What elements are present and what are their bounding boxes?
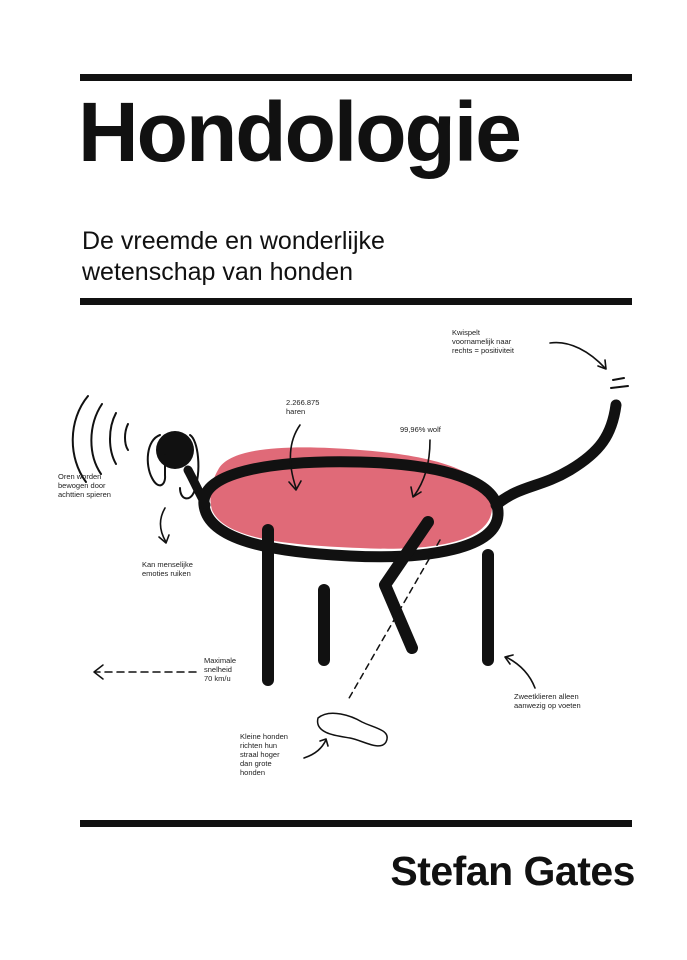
note-wolf: 99,96% wolf: [400, 425, 441, 434]
tail-motion-icon: [611, 378, 628, 388]
dog-head: [156, 431, 194, 469]
subtitle-line-2: wetenschap van honden: [82, 258, 354, 286]
note-hairs: 2.266.875 haren: [286, 398, 320, 416]
subtitle-line-1: De vreemde en wonderlijke: [82, 227, 385, 255]
tail-arrow: [550, 343, 605, 368]
pee-puddle: [318, 713, 388, 746]
dog-tail: [496, 405, 616, 505]
note-pee: Kleine honden richten hun straal hoger dan grote honden: [240, 732, 288, 777]
note-ears: Oren worden bewogen door achttien spieren: [58, 472, 111, 499]
note-tail: Kwispelt voornamelijk naar rechts = positiviteit: [452, 328, 514, 355]
sound-wave-icon: [73, 396, 128, 482]
note-nose: Kan menselijke emoties ruiken: [142, 560, 193, 578]
dog-illustration: [0, 300, 687, 810]
pee-arrow: [304, 740, 326, 758]
note-sweat: Zweetklieren alleen aanwezig op voeten: [514, 692, 581, 710]
note-speed: Maximale snelheid 70 km/u: [204, 656, 237, 683]
bottom-rule: [80, 820, 632, 827]
book-subtitle: [82, 226, 602, 288]
book-author: Stefan Gates: [390, 848, 635, 894]
sweat-arrow: [506, 657, 535, 688]
book-title: Hondologie: [78, 85, 520, 179]
top-rule: [80, 74, 632, 81]
nose-arrow: [161, 508, 166, 542]
